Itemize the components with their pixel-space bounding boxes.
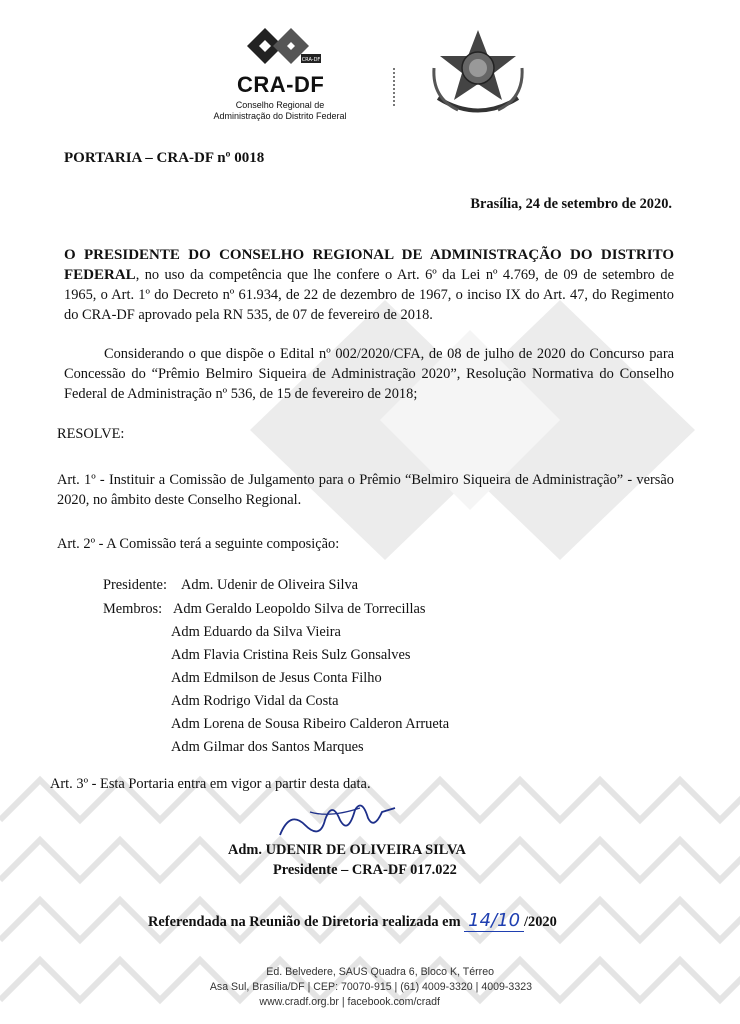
members-list — [171, 599, 449, 760]
portaria-title: PORTARIA – CRA-DF nº 0018 — [64, 150, 265, 166]
members-label: Membros: — [103, 601, 163, 617]
signatory-name: Adm. UDENIR DE OLIVEIRA SILVA — [228, 842, 466, 858]
article-3: Art. 3º - Esta Portaria entra em vigor a partir desta data. — [50, 776, 371, 792]
footer-line3: www.cradf.org.br | facebook.com/cradf — [259, 996, 440, 1008]
footer-line2: Asa Sul, Brasília/DF | CEP: 70070-915 | (61) 4009-3320 | 4009-3323 — [209, 981, 532, 993]
resolve-heading: RESOLVE: — [57, 426, 125, 442]
member-item: Adm Eduardo da Silva Vieira — [171, 624, 341, 640]
cra-df-logo-badge: CRA-DF — [301, 57, 321, 63]
referendada-suffix: /2020 — [524, 914, 557, 930]
member-item: Adm Gilmar dos Santos Marques — [171, 739, 364, 755]
org-full-name-line1: Conselho Regional de — [235, 100, 325, 110]
article-2: Art. 2º - A Comissão terá a seguinte composição: — [57, 536, 340, 552]
considerando-paragraph: Considerando o que dispõe o Edital nº 002/2020/CFA, de 08 de julho de 2020 do Concurso para Concessão do “Prêmio Belmiro Siqueira de Administração 2020”, Resolução Normativa do Conselho Federal de Administração nº 536, de 15 de fevereiro de 2018; — [64, 346, 674, 402]
referendada-line — [148, 910, 557, 931]
org-full-name — [195, 100, 365, 122]
member-item: Adm Rodrigo Vidal da Costa — [171, 693, 339, 709]
signatory-role: Presidente – CRA-DF 017.022 — [273, 862, 457, 878]
date-line: Brasília, 24 de setembro de 2020. — [470, 196, 672, 212]
cra-df-logo-icon — [243, 22, 323, 70]
preamble-paragraph — [64, 245, 674, 325]
member-item: Adm Lorena de Sousa Ribeiro Calderon Arrueta — [171, 716, 450, 732]
member-item: Adm Geraldo Leopoldo Silva de Torrecillas — [173, 601, 426, 617]
cra-df-logo — [195, 22, 365, 134]
member-item: Adm Edmilson de Jesus Conta Filho — [171, 670, 382, 686]
president-label: Presidente: — [103, 577, 167, 593]
member-item: Adm Flavia Cristina Reis Sulz Gonsalves — [171, 647, 411, 663]
referendada-prefix: Referendada na Reunião de Diretoria realizada em — [148, 914, 461, 930]
president-name: Adm. Udenir de Oliveira Silva — [181, 577, 359, 593]
org-full-name-line2: Administração do Distrito Federal — [213, 111, 347, 121]
preamble-lead: O PRESIDENTE DO CONSELHO REGIONAL DE ADMINISTRAÇÃO DO DISTRITO FEDERAL — [64, 247, 674, 283]
brazil-coat-of-arms-icon — [428, 28, 528, 118]
org-short-name: CRA-DF — [237, 72, 325, 97]
article-1: Art. 1º - Instituir a Comissão de Julgamento para o Prêmio “Belmiro Siqueira de Administração” - versão 2020, no âmbito deste Conselho Regional. — [57, 472, 674, 508]
footer-address — [120, 965, 532, 1010]
logo-separator — [393, 68, 397, 106]
preamble-rest: , no uso da competência que lhe confere o Art. 6º da Lei nº 4.769, de 09 de setembro de 1965, o Art. 1º do Decreto nº 61.934, de 22 de dezembro de 1967, o inciso IX do Art. 47, do Regimento do CRA-DF aprovado pela RN 535, de 07 de fevereiro de 2018. — [64, 267, 674, 323]
signature — [270, 790, 410, 850]
referendada-handwritten-date: 14/10 — [464, 910, 524, 932]
footer-line1: Ed. Belvedere, SAUS Quadra 6, Bloco K, Térreo — [266, 966, 494, 978]
